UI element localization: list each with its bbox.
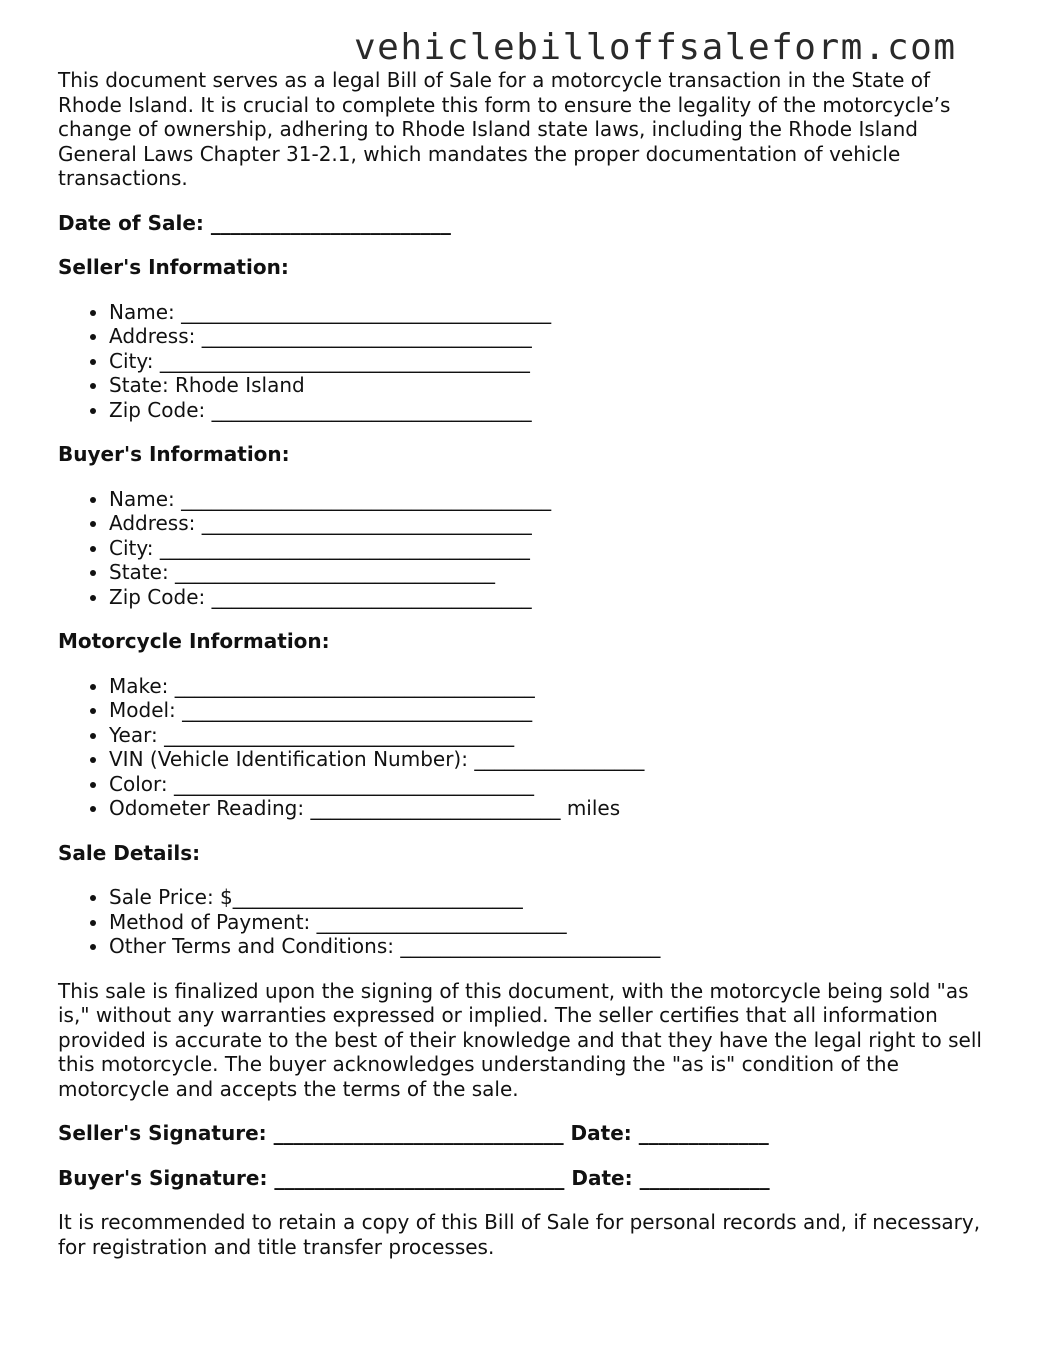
seller-info-heading: Seller's Information: [58, 255, 289, 279]
payment-method-field: • Method of Payment: _________________________ [109, 910, 988, 935]
motorcycle-color-field: • Color: ____________________________________ [109, 772, 988, 797]
buyer-city-field: • City: _____________________________________ [109, 536, 988, 561]
seller-state-field: • State: Rhode Island [109, 373, 988, 398]
closing-paragraph: This sale is finalized upon the signing of this document, with the motorcycle being sold "as is," without any warranties expressed or implied. The seller certifies that all information provided is accurate to the best of their knowledge and that they have the legal right to sell this motorcycle. The buyer acknowledges understanding the "as is" condition of the motorcycle and accepts the terms of the sale. [58, 978, 982, 1101]
other-terms-field: • Other Terms and Conditions: __________________________ [109, 934, 988, 959]
sale-details-heading: Sale Details: [58, 840, 201, 865]
buyer-info-list [58, 487, 988, 610]
document-body [58, 68, 988, 1259]
footer-note: It is recommended to retain a copy of this Bill of Sale for personal records and, if necessary, for registration and title transfer processes. [58, 1210, 981, 1259]
motorcycle-model-field: • Model: ___________________________________ [109, 698, 988, 723]
motorcycle-vin-field: • VIN (Vehicle Identification Number): _________________ [109, 747, 988, 772]
seller-address-field: • Address: _________________________________ [109, 324, 988, 349]
buyer-state-field: • State: ________________________________ [109, 560, 988, 585]
buyer-address-field: • Address: _________________________________ [109, 511, 988, 536]
motorcycle-make-field: • Make: ____________________________________ [109, 674, 988, 699]
motorcycle-odometer-field: • Odometer Reading: _________________________ miles [109, 796, 988, 821]
watermark-text: vehiclebilloffsaleform.com [354, 27, 957, 68]
seller-name-field: • Name: _____________________________________ [109, 300, 988, 325]
buyer-name-field: • Name: _____________________________________ [109, 487, 988, 512]
date-of-sale-field: Date of Sale: ________________________ [58, 210, 451, 235]
seller-zip-field: • Zip Code: ________________________________ [109, 398, 988, 423]
sale-price-field: • Sale Price: $_____________________________ [109, 885, 988, 910]
buyer-signature-line: Buyer's Signature: _____________________________ Date: _____________ [58, 1165, 770, 1190]
motorcycle-info-heading: Motorcycle Information: [58, 629, 330, 653]
motorcycle-info-list [58, 674, 988, 821]
buyer-info-heading: Buyer's Information: [58, 442, 290, 466]
motorcycle-year-field: • Year: ___________________________________ [109, 723, 988, 748]
sale-details-list [58, 885, 988, 959]
seller-signature-line: Seller's Signature: _____________________________ Date: _____________ [58, 1121, 769, 1145]
intro-paragraph: This document serves as a legal Bill of Sale for a motorcycle transaction in the State of Rhode Island. It is crucial to complete this form to ensure the legality of the motorcycle’s change of ownership, adhering to Rhode Island state laws, including the Rhode Island General Laws Chapter 31-2.1, which mandates the proper documentation of vehicle transactions. [58, 68, 951, 190]
seller-info-list [58, 300, 988, 423]
seller-city-field: • City: _____________________________________ [109, 349, 988, 374]
buyer-zip-field: • Zip Code: ________________________________ [109, 585, 988, 610]
